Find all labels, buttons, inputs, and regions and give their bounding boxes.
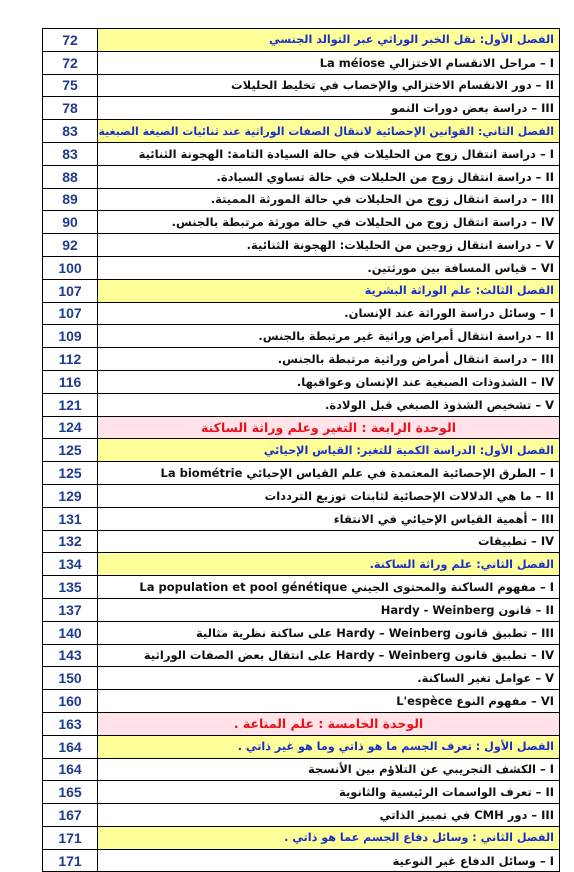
page-number: 83 [43,142,98,165]
topic-row [43,576,560,599]
topic-row [43,484,560,507]
section-title: الفصل الثاني: علم وراثة الساكنة. [98,553,560,576]
topic-title: V – دراسة انتقال زوجين من الحليلات: الهجونة الثنائية. [98,234,560,257]
page-number: 160 [43,690,98,713]
unit-row [43,416,560,439]
topic-row [43,462,560,485]
section-title: الفصل الأول: نقل الخبر الوراثي عبر التوالد الجنسي [98,29,560,52]
page-number: 83 [43,120,98,143]
topic-row [43,234,560,257]
topic-row [43,667,560,690]
page-number: 92 [43,234,98,257]
page-number: 165 [43,781,98,804]
topic-row [43,142,560,165]
section-title: الفصل الأول: الدراسة الكمية للتغير: القياس الإحيائي [98,439,560,462]
page-number: 89 [43,188,98,211]
topic-title: V – تشخيص الشذوذ الصبغي قبل الولادة. [98,393,560,416]
topic-title: I – الكشف التجريبي عن التلاؤم بين الأنسجة [98,758,560,781]
topic-title: III – دور CMH في تمييز الذاتي [98,804,560,827]
page-number: 116 [43,370,98,393]
page-number: 164 [43,735,98,758]
page-number: 171 [43,826,98,849]
topic-row [43,393,560,416]
section-title: الوحدة الخامسة : علم المناعة . [98,712,560,735]
chapter-row [43,735,560,758]
topic-title: II – دور الانقسام الاختزالي والإخصاب في تخليط الحليلات [98,74,560,97]
page-number: 134 [43,553,98,576]
page-number: 167 [43,804,98,827]
chapter-row [43,279,560,302]
topic-row [43,97,560,120]
topic-title: I – الطرق الإحصائية المعتمدة في علم القياس الإحيائي La biométrie [98,462,560,485]
topic-title: II – ما هي الدلالات الإحصائية لثابتات توزيع الترددات [98,484,560,507]
page-number: 72 [43,29,98,52]
page-number: 132 [43,530,98,553]
topic-title: II – دراسة انتقال زوج من الحليلات في حالة تساوي السيادة. [98,165,560,188]
unit-row [43,712,560,735]
topic-title: I – مفهوم الساكنة والمحتوى الجيني La population et pool génétique [98,576,560,599]
page-number: 163 [43,712,98,735]
topic-row [43,598,560,621]
topic-row [43,758,560,781]
topic-title: V – عوامل تغير الساكنة. [98,667,560,690]
topic-title: VI – قياس المسافة بين مورثتين. [98,256,560,279]
topic-title: IV – الشذوذات الصبغية عند الإنسان وعواقبها. [98,370,560,393]
page-number: 72 [43,51,98,74]
topic-row [43,804,560,827]
topic-row [43,690,560,713]
topic-title: III – دراسة انتقال زوج من الحليلات في حالة المورثة المميتة. [98,188,560,211]
topic-row [43,74,560,97]
topic-title: VI – مفهوم النوع L'espèce [98,690,560,713]
topic-row [43,370,560,393]
topic-title: IV – تطبيقات [98,530,560,553]
page-number: 137 [43,598,98,621]
topic-row [43,211,560,234]
page-number: 125 [43,439,98,462]
page-number: 78 [43,97,98,120]
page-number: 150 [43,667,98,690]
section-title: الفصل الثاني : وسائل دفاع الجسم عما هو ذاتي . [98,826,560,849]
page-number: 112 [43,348,98,371]
topic-row [43,348,560,371]
page-number: 90 [43,211,98,234]
topic-title: I – مراحل الانقسام الاختزالي La méiose [98,51,560,74]
chapter-row [43,29,560,52]
topic-row [43,302,560,325]
topic-title: IV – تطبيق قانون Hardy – Weinberg على انتقال بعض الصفات الوراثية [98,644,560,667]
section-title: الفصل الأول : تعرف الجسم ما هو ذاتي وما هو غير ذاتي . [98,735,560,758]
page-number: 164 [43,758,98,781]
topic-title: II – دراسة انتقال أمراض وراثية غير مرتبطة بالجنس. [98,325,560,348]
page-number: 107 [43,279,98,302]
topic-title: I – وسائل دراسة الوراثة عند الإنسان. [98,302,560,325]
chapter-row [43,826,560,849]
topic-title: II – قانون Hardy - Weinberg [98,598,560,621]
chapter-row [43,439,560,462]
page-number: 140 [43,621,98,644]
page-number: 121 [43,393,98,416]
topic-row [43,165,560,188]
page-number: 125 [43,462,98,485]
topic-title: I – وسائل الدفاع غير النوعية [98,849,560,872]
page-number: 88 [43,165,98,188]
topic-title: III – دراسة بعض دورات النمو [98,97,560,120]
page-number: 100 [43,256,98,279]
page-number: 75 [43,74,98,97]
chapter-row [43,120,560,143]
chapter-row [43,553,560,576]
topic-row [43,644,560,667]
section-title: الفصل الثاني: القوانين الإحصائية لانتقال الصفات الوراثية عند ثنائيات الصيغة الصبغية [98,120,560,143]
topic-title: III – تطبيق قانون Hardy – Weinberg على ساكنة نظرية مثالية [98,621,560,644]
topic-title: I – دراسة انتقال زوج من الحليلات في حالة السيادة التامة: الهجونة الثنائية [98,142,560,165]
topic-title: III – دراسة انتقال أمراض وراثية مرتبطة بالجنس. [98,348,560,371]
page-number: 171 [43,849,98,872]
topic-row [43,325,560,348]
page-number: 109 [43,325,98,348]
topic-row [43,621,560,644]
topic-row [43,256,560,279]
table-of-contents [42,28,560,872]
section-title: الوحدة الرابعة : التغير وعلم وراثة الساكنة [98,416,560,439]
page-number: 107 [43,302,98,325]
topic-title: IV – دراسة انتقال زوج من الحليلات في حالة مورثة مرتبطة بالجنس. [98,211,560,234]
topic-title: II – تعرف الواسمات الرئيسية والثانوية [98,781,560,804]
topic-row [43,530,560,553]
topic-row [43,849,560,872]
page-number: 129 [43,484,98,507]
topic-row [43,507,560,530]
section-title: الفصل الثالث: علم الوراثة البشرية [98,279,560,302]
topic-title: III – أهمية القياس الإحيائي في الانتقاء [98,507,560,530]
topic-row [43,188,560,211]
page-number: 131 [43,507,98,530]
page-number: 143 [43,644,98,667]
topic-row [43,781,560,804]
page-number: 124 [43,416,98,439]
page-number: 135 [43,576,98,599]
topic-row [43,51,560,74]
